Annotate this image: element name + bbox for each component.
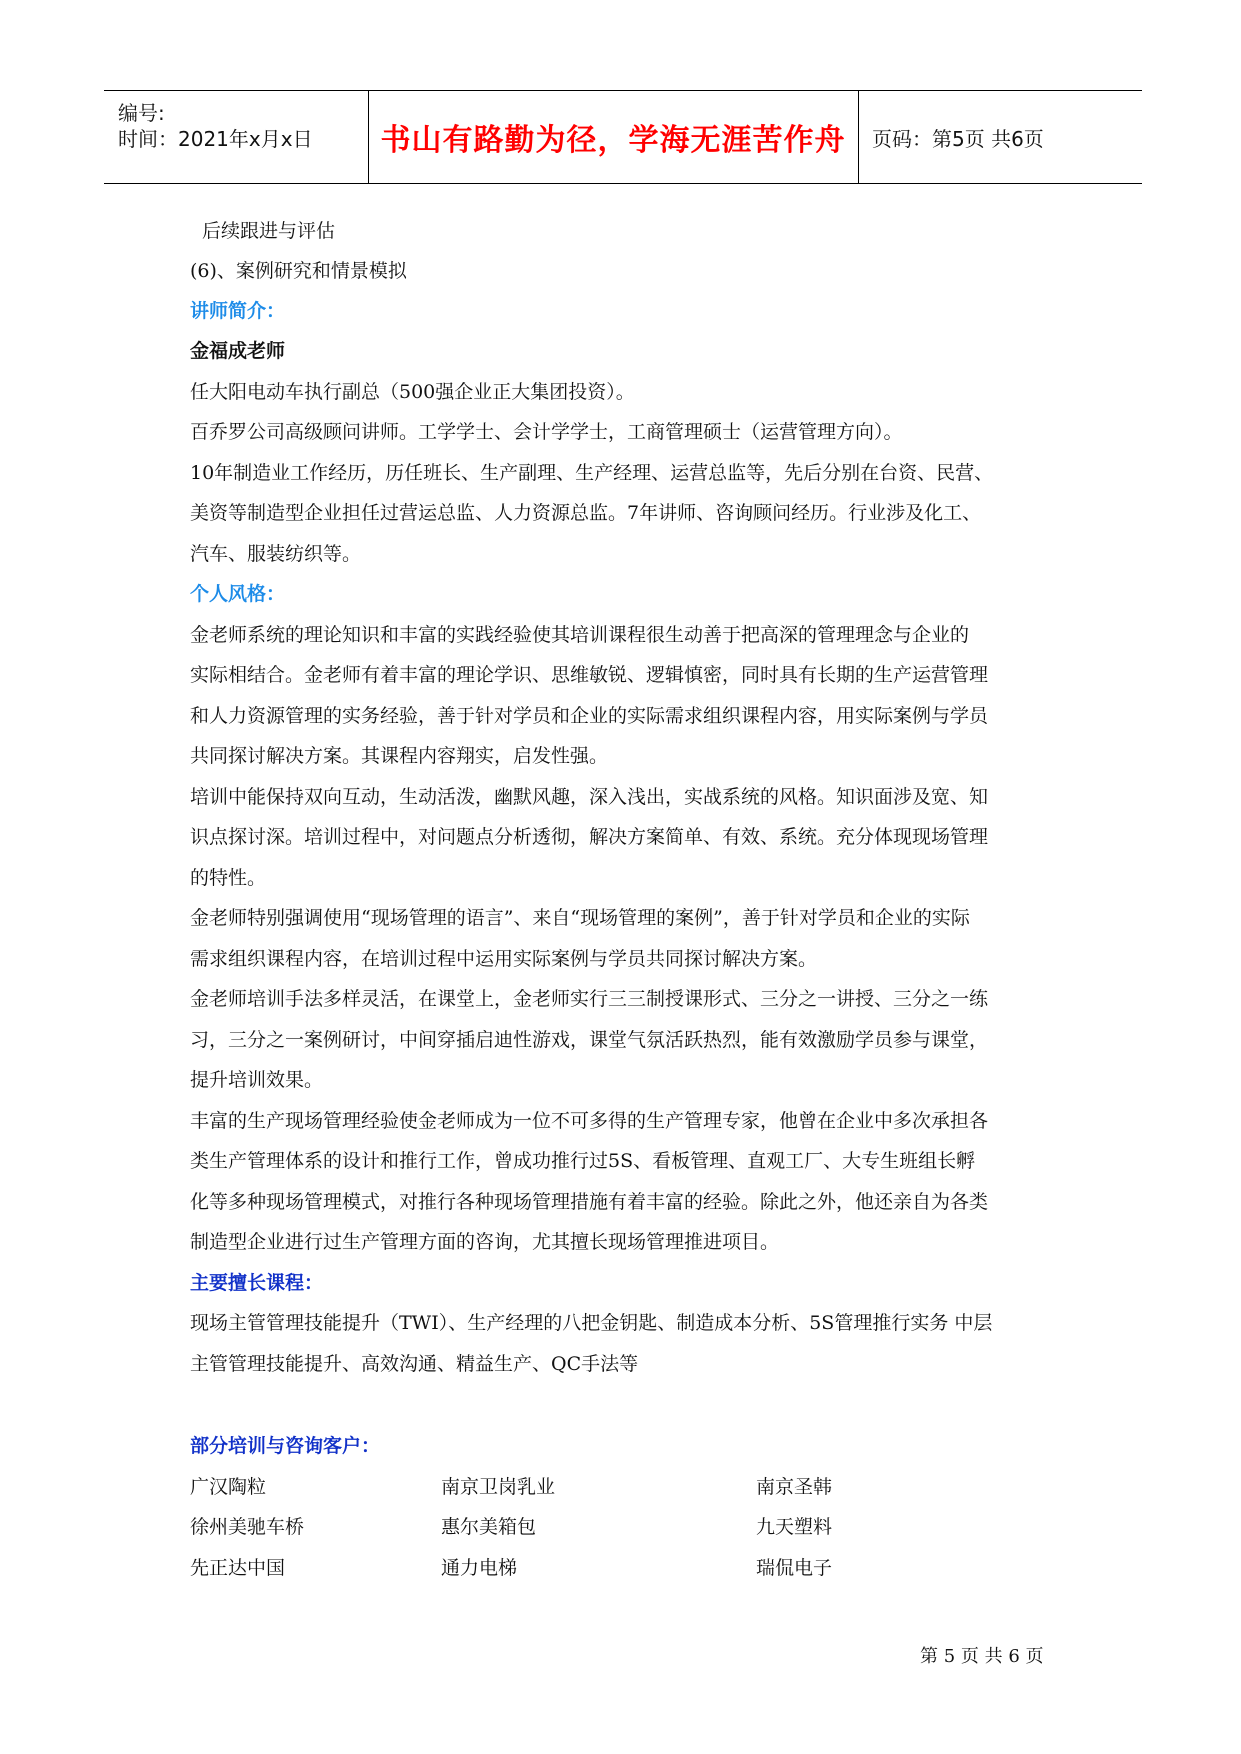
style-line: 共同探讨解决方案。其课程内容翔实，启发性强。 [190,745,609,767]
style-line: 培训中能保持双向互动，生动活泼，幽默风趣，深入浅出，实战系统的风格。知识面涉及宽、知 [190,786,989,808]
client-name: 徐州美驰车桥 [190,1516,305,1538]
lecturer-line: 汽车、服装纺织等。 [190,543,362,565]
courses-line: 现场主管管理技能提升（TWI）、生产经理的八把金钥匙、制造成本分析、5S管理推行实务 中层 [190,1312,993,1334]
time-label: 时间：2021年x月x日 [118,127,313,151]
client-name: 南京卫岗乳业 [441,1476,556,1498]
style-line: 金老师系统的理论知识和丰富的实践经验使其培训课程很生动善于把高深的管理理念与企业的 [190,624,970,646]
client-name: 通力电梯 [441,1557,518,1579]
client-name: 瑞侃电子 [756,1557,833,1579]
client-name: 广汉陶粒 [190,1476,267,1498]
page-footer: 第 5 页 共 6 页 [920,1646,1044,1667]
client-name: 先正达中国 [190,1557,286,1579]
client-name: 九天塑料 [756,1516,833,1538]
style-line: 制造型企业进行过生产管理方面的咨询，尤其擅长现场管理推进项目。 [190,1231,780,1253]
style-line: 提升培训效果。 [190,1069,324,1091]
header-divider [858,91,859,183]
client-name: 南京圣韩 [756,1476,833,1498]
style-line: 丰富的生产现场管理经验使金老师成为一位不可多得的生产管理专家，他曾在企业中多次承担各 [190,1110,989,1132]
lecturer-name: 金福成老师 [190,340,286,362]
style-line: 化等多种现场管理模式，对推行各种现场管理措施有着丰富的经验。除此之外，他还亲自为各类 [190,1191,989,1213]
style-line: 识点探讨深。培训过程中，对问题点分析透彻，解决方案简单、有效、系统。充分体现现场管理 [190,826,989,848]
lecturer-line: 美资等制造型企业担任过营运总监、人力资源总监。7年讲师、咨询顾问经历。行业涉及化工、 [190,502,982,524]
lecturer-line: 10年制造业工作经历，历任班长、生产副理、生产经理、运营总监等，先后分别在台资、民营、 [190,462,994,484]
header-meta [118,91,368,183]
number-label: 编号: [118,101,165,125]
style-line: 金老师特别强调使用“现场管理的语言”、来自“现场管理的案例”，善于针对学员和企业的实际 [190,907,970,929]
style-line: 需求组织课程内容，在培训过程中运用实际案例与学员共同探讨解决方案。 [190,948,818,970]
style-line: 实际相结合。金老师有着丰富的理论学识、思维敏锐、逻辑慎密，同时具有长期的生产运营管理 [190,664,989,686]
style-line: 金老师培训手法多样灵活，在课堂上，金老师实行三三制授课形式、三分之一讲授、三分之一练 [190,988,989,1010]
style-line: 和人力资源管理的实务经验，善于针对学员和企业的实际需求组织课程内容，用实际案例与学员 [190,705,989,727]
page-header [104,90,1142,184]
header-page-info: 页码：第5页 共6页 [872,126,1044,151]
style-line: 习，三分之一案例研讨，中间穿插启迪性游戏，课堂气氛活跃热烈，能有效激励学员参与课堂， [190,1029,989,1051]
lecturer-line: 百乔罗公司高级顾问讲师。工学学士、会计学学士，工商管理硕士（运营管理方向）。 [190,421,903,443]
lecturer-heading: 讲师简介： [190,300,286,322]
style-line: 的特性。 [190,867,267,889]
lecturer-line: 任大阳电动车执行副总（500强企业正大集团投资）。 [190,381,635,403]
style-line: 类生产管理体系的设计和推行工作，曾成功推行过5S、看板管理、直观工厂、大专生班组长孵 [190,1150,976,1172]
client-name: 惠尔美箱包 [441,1516,537,1538]
courses-heading: 主要擅长课程： [190,1272,324,1294]
intro-line: 后续跟进与评估 [202,220,336,242]
clients-heading: 部分培训与咨询客户： [190,1435,381,1457]
header-motto: 书山有路勤为径，学海无涯苦作舟 [380,123,846,158]
courses-line: 主管管理技能提升、高效沟通、精益生产、QC手法等 [190,1353,639,1375]
style-heading: 个人风格： [190,583,286,605]
intro-line: (6)、案例研究和情景模拟 [190,260,407,282]
